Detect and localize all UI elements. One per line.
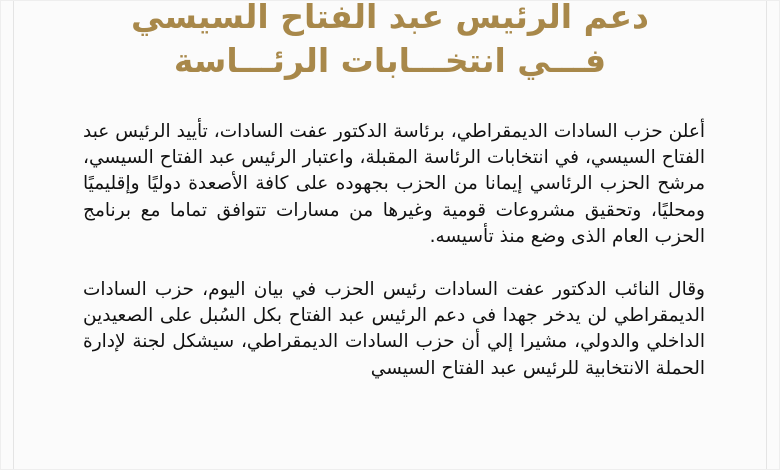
frame-border-right bbox=[766, 1, 767, 469]
article-body bbox=[83, 119, 705, 382]
paragraph-1: أعلن حزب السادات الديمقراطي، برئاسة الدكتور عفت السادات، تأييد الرئيس عبد الفتاح السيسي، في انتخابات الرئاسة المقبلة، واعتبار الرئيس عبد الفتاح السيسي، مرشح الحزب الرئاسي إيمانا من الحزب بجهوده على كافة الأصعدة دوليًا وإقليميًا ومحليًا، وتحقيق مشروعات قومية وغيرها من مسارات تتوافق تماما مع برنامج الحزب العام الذى وضع منذ تأسيسه. bbox=[83, 121, 705, 247]
title-line-2: فـــي انتخـــابات الرئـــاسة bbox=[173, 41, 607, 80]
paragraph-2: وقال النائب الدكتور عفت السادات رئيس الحزب في بيان اليوم، حزب السادات الديمقراطي لن يدخر جهدا فى دعم الرئيس عبد الفتاح بكل السُبل على الصعيدين الداخلي والدولي، مشيرا إلي أن حزب السادات الديمقراطي، سيشكل لجنة لإدارة الحملة الانتخابية للرئيس عبد الفتاح السيسي bbox=[83, 279, 705, 379]
frame-border-left bbox=[13, 1, 14, 469]
article-title bbox=[61, 1, 719, 83]
title-line-1: دعم الرئيس عبد الفتاح السيسي bbox=[131, 0, 649, 36]
